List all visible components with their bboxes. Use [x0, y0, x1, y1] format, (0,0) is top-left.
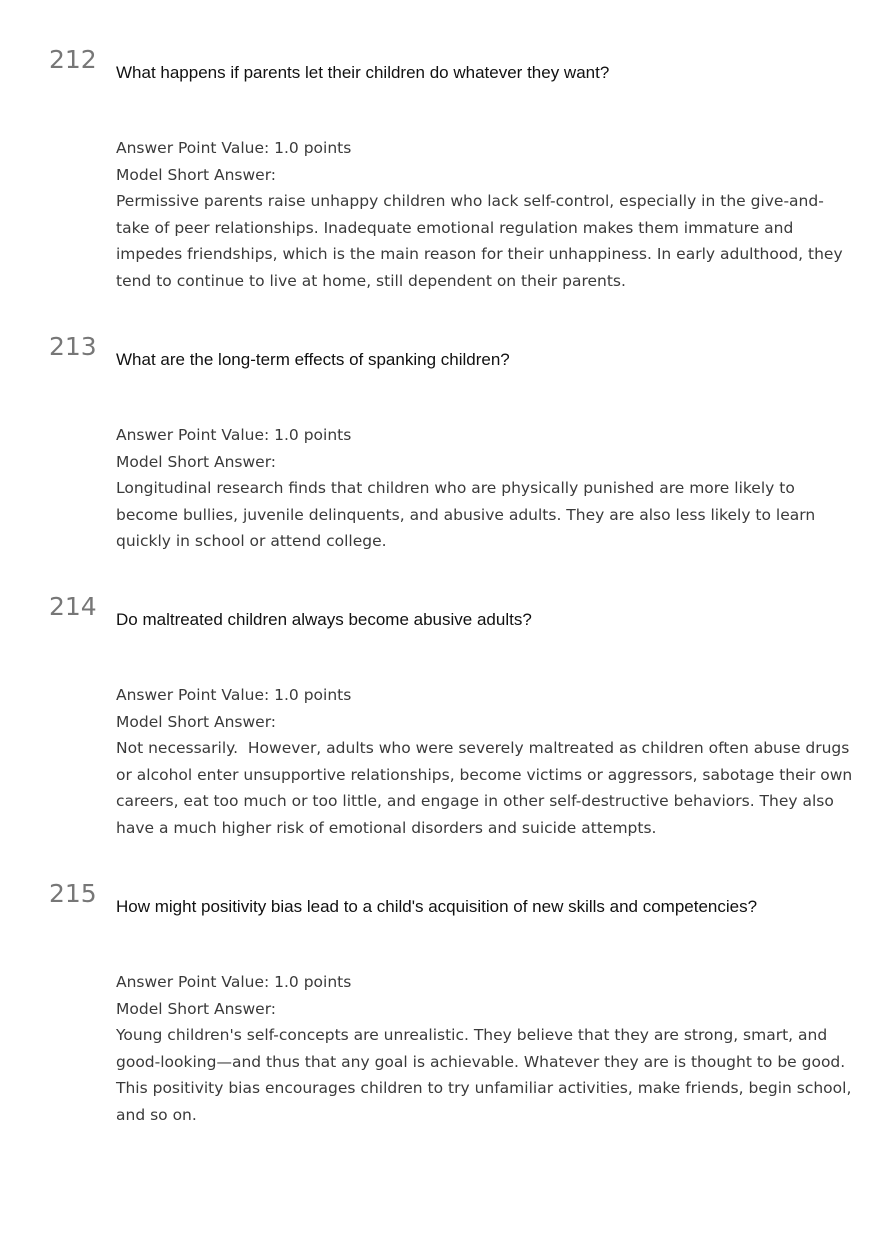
point-value: Answer Point Value: 1.0 points [116, 426, 352, 444]
answer-text: Not necessarily. However, adults who were severely maltreated as children often abuse drugs or alcohol enter unsupportive relationships, become victims or aggressors, sabotage their own careers, eat too much or too little, and engage in other self-destructive behaviors. They also have a much higher risk of emotional disorders and suicide attempts. [116, 739, 858, 837]
question-number: 213 [49, 332, 97, 361]
point-value: Answer Point Value: 1.0 points [116, 139, 352, 157]
question-text: Do maltreated children always become abusive adults? [116, 610, 532, 629]
answer-text: Permissive parents raise unhappy children who lack self-control, especially in the give-and-take of peer relationships. Inadequate emotional regulation makes them immature and impedes friendships, which is the main reason for their unhappiness. In early adulthood, they tend to continue to live at home, still dependent on their parents. [116, 192, 848, 290]
question-text: How might positivity bias lead to a child's acquisition of new skills and competencies? [116, 897, 758, 916]
answer-text: Young children's self-concepts are unrealistic. They believe that they are strong, smart, and good-looking—and thus that any goal is achievable. Whatever they are is thought to be good. This positivity bias encourages children to try unfamiliar activities, make friends, begin school, and so on. [116, 1026, 857, 1124]
question-text: What happens if parents let their children do whatever they want? [116, 63, 610, 82]
answer-text: Longitudinal research finds that children who are physically punished are more likely to become bullies, juvenile delinquents, and abusive adults. They are also less likely to learn quickly in school or attend college. [116, 479, 821, 551]
answer-block [116, 682, 856, 842]
question-number: 214 [49, 592, 97, 621]
answer-block [116, 135, 856, 295]
question-number: 212 [49, 45, 97, 74]
answer-label: Model Short Answer: [116, 712, 277, 731]
point-value: Answer Point Value: 1.0 points [116, 686, 352, 704]
question-text: What are the long-term effects of spanking children? [116, 350, 510, 369]
answer-label: Model Short Answer: [116, 165, 277, 184]
answer-label: Model Short Answer: [116, 999, 277, 1018]
answer-label: Model Short Answer: [116, 452, 277, 471]
point-value: Answer Point Value: 1.0 points [116, 973, 352, 991]
answer-block [116, 422, 856, 555]
answer-block [116, 969, 856, 1129]
question-number: 215 [49, 879, 97, 908]
